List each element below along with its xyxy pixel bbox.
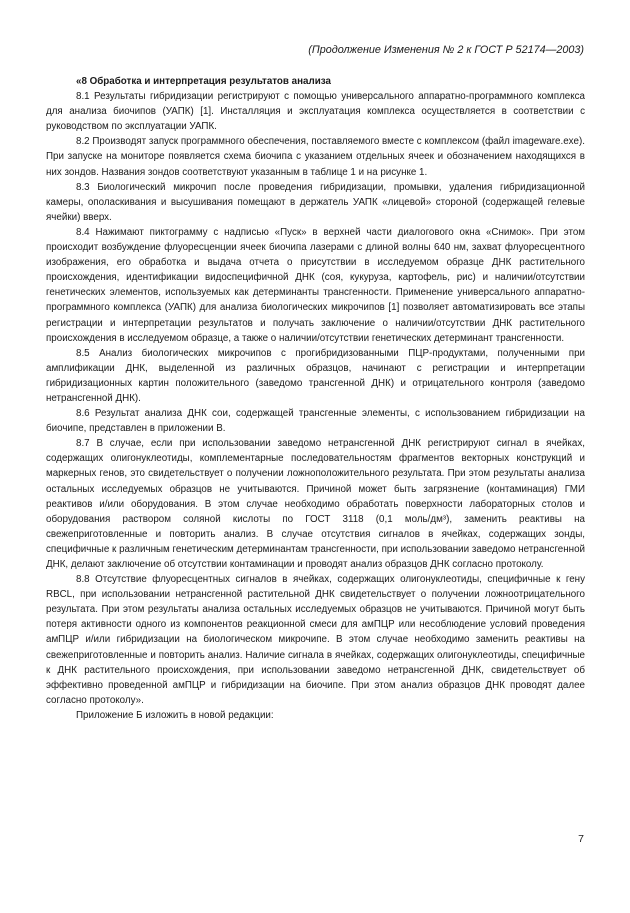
paragraph-8-6: 8.6 Результат анализа ДНК сои, содержащей трансгенные элементы, с использованием гибридизации на биочипе, представлен в приложении В. bbox=[46, 408, 585, 435]
page-number: 7 bbox=[578, 833, 584, 845]
document-body bbox=[46, 74, 585, 723]
paragraph-8-3: 8.3 Биологический микрочип после проведения гибридизации, промывки, удаления гибридизационной камеры, ополаскивания и высушивания помещают в держатель УАПК «лицевой» стороной (содержащей гелевые ячейки) вверх. bbox=[46, 181, 585, 223]
paragraph-8-1: 8.1 Результаты гибридизации регистрируют с помощью универсального аппаратно-программного комплекса для анализа биочипов (УАПК) [1]. Инсталляция и эксплуатация комплекса осуществляется в соответствии с руководством по эксплуатации УАПК. bbox=[46, 91, 585, 133]
page-header: (Продолжение Изменения № 2 к ГОСТ Р 52174—2003) bbox=[308, 44, 584, 56]
appendix-instruction: Приложение Б изложить в новой редакции: bbox=[76, 709, 274, 721]
paragraph-8-7: 8.7 В случае, если при использовании заведомо нетрансгенной ДНК регистрируют сигнал в ячейках, содержащих олигонуклеотиды, комплементарные последовательностям фрагментов векторных конструкций и маркерных генов, это свидетельствует о получении ложноположительного результата. При этом результаты анализа остальных исследуемых образцов не учитываются. Причиной может быть загрязнение (контаминация) ГМИ реактивов и/или оборудования. В этом случае необходимо обработать поверхности лабораторных столов и оборудования раствором соляной кислоты по ГОСТ 3118 (0,1 моль/дм³), заменить реактивы на свежеприготовленные и повторить анализ. В случае отсутствия сигналов в ячейках, содержащих зонды, специфичные к различным генетическим детерминантам трансгенности, при использовании заведомо нетрансгенной ДНК, делают заключение об отсутствии контаминации и проводят анализ образцов ДНК согласно протоколу. bbox=[46, 438, 585, 570]
paragraph-8-8: 8.8 Отсутствие флуоресцентных сигналов в ячейках, содержащих олигонуклеотиды, специфичные к гену RBCL, при использовании нетрансгенной растительной ДНК свидетельствует о получении ложноотрицательного результата. При этом результаты анализа остальных исследуемых образцов не учитываются. Причиной могут быть потеря активности одного из компонентов реакционной смеси для амПЦР или несоблюдение условий проведения амПЦР и/или гибридизации на биологическом микрочипе. В этом случае необходимо заменить реактивы на свежеприготовленные и повторить анализ. Наличие сигнала в ячейках, содержащих олигонуклеотиды, специфичные к ДНК растительного происхождения, при использовании заведомо нетрансгенной ДНК, свидетельствует об эффективно проведенной амПЦР и гибридизации на биочипе. При этом анализ образцов ДНК проводят далее согласно протоколу». bbox=[46, 574, 585, 706]
section-heading: «8 Обработка и интерпретация результатов анализа bbox=[76, 76, 331, 87]
paragraph-8-5: 8.5 Анализ биологических микрочипов с прогибридизованными ПЦР-продуктами, полученными при амплификации ДНК, выделенной из различных образцов, начинают с регистрации и интерпретации гибридизационных картин положительного (заведомо трансгенной ДНК) и отрицательного контроля (заведомо нетрансгенной ДНК). bbox=[46, 347, 585, 404]
paragraph-8-2: 8.2 Производят запуск программного обеспечения, поставляемого вместе с комплексом (файл imageware.exe). При запуске на мониторе появляется схема биочипа с указанием отдельных ячеек и обозначением находящихся в них зондов. Названия зондов соответствуют указанным в таблице 1 и на рисунке 1. bbox=[46, 136, 585, 178]
paragraph-8-4: 8.4 Нажимают пиктограмму с надписью «Пуск» в верхней части диалогового окна «Снимок». При этом происходит возбуждение флуоресценции ячеек биочипа лазерами с длиной волны 640 нм, захват флуоресцентного изображения, его обработка и выдача отчета о присутствии в исследуемом образце ДНК растительного происхождения, идентификации видоспецифичной ДНК (соя, кукуруза, картофель, рис) и наличии/отсутствии генетических элементов, используемых как детерминанты трансгенности. Применение универсального аппаратно-программного комплекса (УАПК) для анализа биологических микрочипов [1] позволяет автоматизировать все этапы регистрации и интерпретации результатов и получать заключение о наличии/отсутствии ДНК растительного происхождения в исследуемом образце, а также о наличии/отсутствии генетических детерминант трансгенности. bbox=[46, 226, 585, 344]
